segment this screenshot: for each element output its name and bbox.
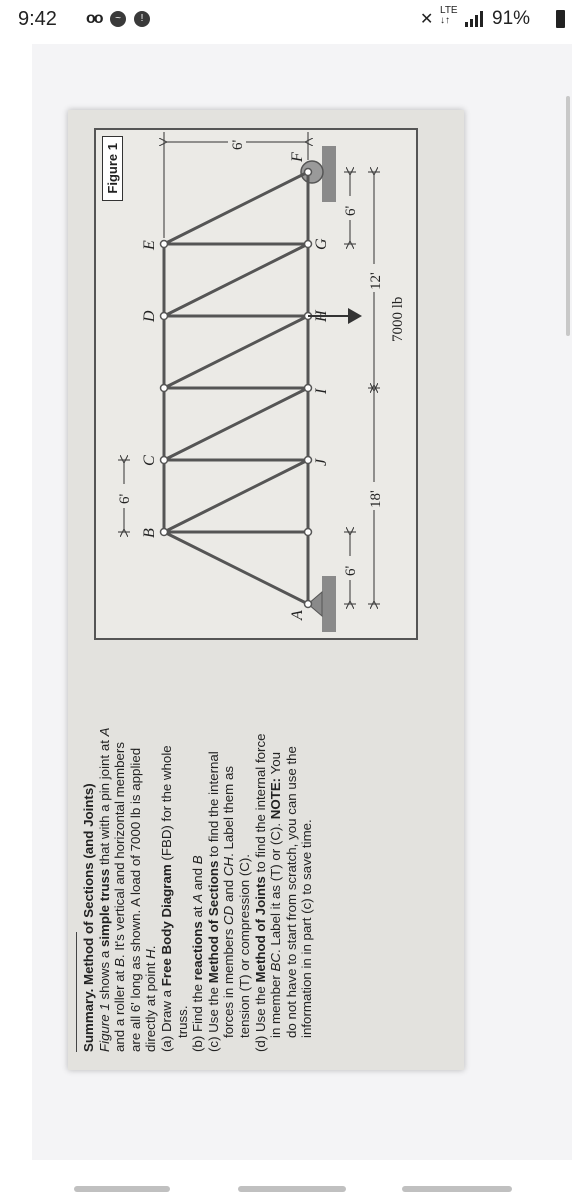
nav-recents-button[interactable] [402,1186,512,1192]
summary-title: Summary. Method of Sections (and Joints) [81,783,96,1052]
part-a: (a) Draw a Free Body Diagram (FBD) for the whole [158,745,174,1052]
dim-top-6ft: 6' [117,493,133,504]
voicemail-icon: oo [86,10,102,27]
member-DH-diag [164,316,308,388]
intro-line-1: Figure 1 shows a simple truss that with a pin joint at A [96,727,112,1052]
label-C: C [141,455,158,466]
navigation-bar [0,1160,584,1200]
alert-icon: ! [134,11,150,27]
intro-line-4: directly at point H. [143,945,159,1052]
label-I: I [313,388,330,394]
dim-12ft: 12' [368,272,384,290]
part-d: (d) Use the Method of Joints to find the internal force [252,733,268,1052]
label-A: A [289,610,306,620]
member-EG-diag [164,244,308,316]
load-label: 7000 lb [390,296,406,342]
part-c: (c) Use the Method of Sections to find the internal [205,751,221,1052]
part-c-cont-2: tension (T) or compression (C). [236,854,252,1038]
part-c-cont-1: forces in members CD and CH. Label them as [221,766,237,1038]
part-d-cont-3: information in in part (c) to save time. [299,819,315,1038]
label-G: G [313,238,330,250]
figure-label: Figure 1 [102,136,123,201]
document-page [68,110,464,1070]
rotated-content [68,110,464,1070]
status-bar [0,0,584,38]
part-d-cont-1: in member BC. Label it as (T) or (C). NOTE: You [268,751,284,1038]
truss-members [164,172,308,604]
member-CH-diag [164,388,308,460]
label-B: B [141,528,158,538]
dim-bottom-right-6ft: 6' [343,205,359,216]
figure-1 [94,128,418,640]
member-AB [164,532,308,604]
battery-percent: 91% [492,8,531,29]
label-D: D [141,310,158,322]
dim-bottom-left-6ft: 6' [343,565,359,576]
pin-support-pad [322,576,336,632]
signal-icon [464,11,486,27]
intro-line-3: are all 6' long as shown. A load of 7000 lb is applied [127,747,143,1052]
divider [76,932,77,1052]
label-F: F [289,152,306,162]
scroll-indicator[interactable] [566,96,570,336]
intro-line-2: and a roller at B. It's vertical and horizontal members [112,741,128,1052]
part-b: (b) Find the reactions at A and B [190,855,206,1052]
nav-back-button[interactable] [74,1186,170,1192]
clock: 9:42 [18,8,57,30]
photo-viewer[interactable] [32,44,572,1160]
dim-height-6ft: 6' [230,139,246,150]
battery-icon [556,10,565,28]
label-E: E [141,240,158,250]
nav-home-button[interactable] [238,1186,346,1192]
truss-diagram [96,130,416,638]
mute-icon: ✕ [420,11,434,28]
dim-18ft: 18' [368,490,384,508]
member-FE [164,172,308,244]
label-J: J [313,458,330,466]
network-type: LTE ↓↑ [440,5,458,26]
label-H: H [313,310,330,322]
part-d-cont-2: do not have to start from scratch, you can use the [283,746,299,1038]
messenger-icon: ~ [110,11,126,27]
roller-support-pad [322,146,336,202]
member-BI [164,460,308,532]
problem-text [76,652,315,1052]
part-a-cont: truss. [174,1005,190,1038]
